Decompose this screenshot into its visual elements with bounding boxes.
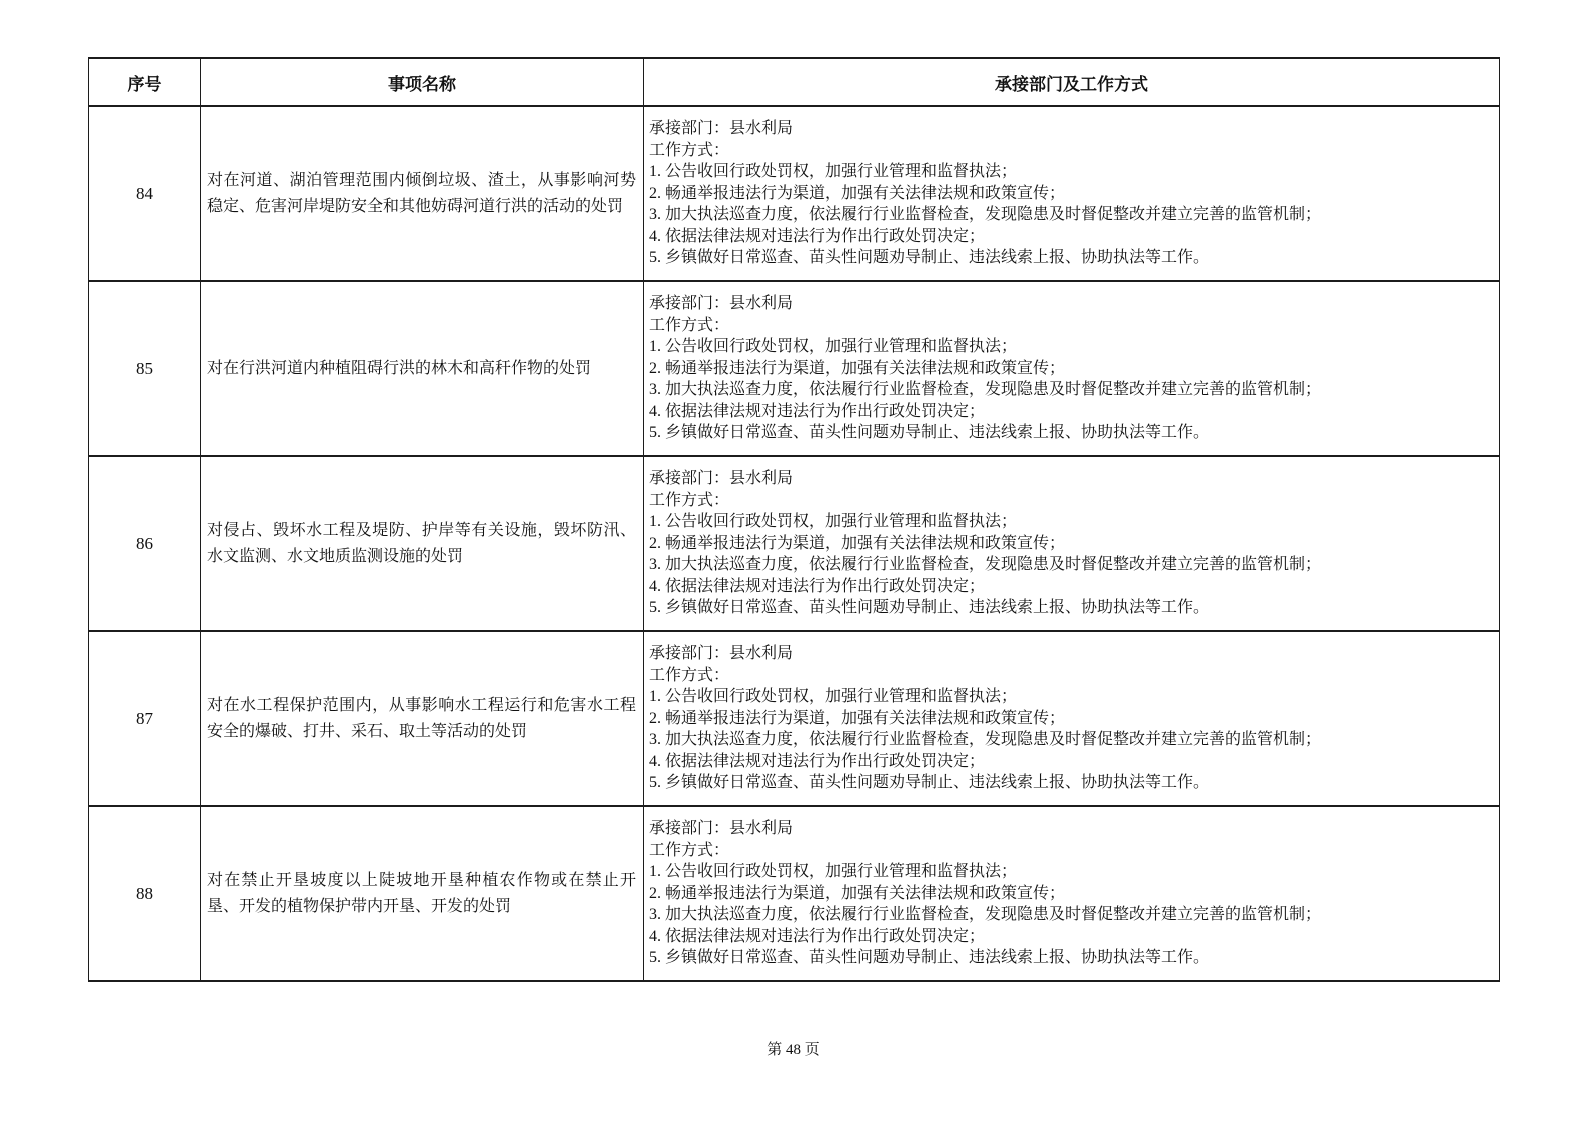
row-detail-cell bbox=[644, 631, 1500, 806]
detail-line: 4. 依据法律法规对违法行为作出行政处罚决定； bbox=[649, 927, 986, 945]
row-serial-number: 87 bbox=[89, 631, 201, 806]
detail-line: 承接部门：县水利局 bbox=[649, 820, 794, 838]
row-detail-cell bbox=[644, 106, 1500, 281]
detail-line: 1. 公告收回行政处罚权，加强行业管理和监督执法； bbox=[649, 863, 1018, 881]
row-serial-number: 84 bbox=[89, 106, 201, 281]
detail-line: 4. 依据法律法规对违法行为作出行政处罚决定； bbox=[649, 227, 986, 245]
detail-line: 3. 加大执法巡查力度，依法履行行业监督检查，发现隐患及时督促整改并建立完善的监管机制； bbox=[649, 731, 1322, 749]
detail-line: 2. 畅通举报违法行为渠道，加强有关法律法规和政策宣传； bbox=[649, 359, 1066, 377]
detail-line: 承接部门：县水利局 bbox=[649, 295, 794, 313]
detail-line: 1. 公告收回行政处罚权，加强行业管理和监督执法； bbox=[649, 163, 1018, 181]
detail-line: 3. 加大执法巡查力度，依法履行行业监督检查，发现隐患及时督促整改并建立完善的监管机制； bbox=[649, 381, 1322, 399]
row-item-name: 对侵占、毁坏水工程及堤防、护岸等有关设施，毁坏防汛、水文监测、水文地质监测设施的处罚 bbox=[201, 456, 644, 631]
table-header-row bbox=[89, 58, 1500, 106]
detail-line: 工作方式： bbox=[649, 141, 730, 159]
row-detail-cell bbox=[644, 806, 1500, 981]
detail-line: 4. 依据法律法规对违法行为作出行政处罚决定； bbox=[649, 752, 986, 770]
detail-line: 1. 公告收回行政处罚权，加强行业管理和监督执法； bbox=[649, 513, 1018, 531]
header-serial-number: 序号 bbox=[89, 58, 201, 106]
detail-line: 5. 乡镇做好日常巡查、苗头性问题劝导制止、违法线索上报、协助执法等工作。 bbox=[649, 599, 1210, 617]
detail-line: 工作方式： bbox=[649, 491, 730, 509]
detail-line: 2. 畅通举报违法行为渠道，加强有关法律法规和政策宣传； bbox=[649, 884, 1066, 902]
table-row bbox=[89, 106, 1500, 281]
detail-line: 2. 畅通举报违法行为渠道，加强有关法律法规和政策宣传； bbox=[649, 534, 1066, 552]
header-department-method: 承接部门及工作方式 bbox=[644, 58, 1500, 106]
detail-line: 承接部门：县水利局 bbox=[649, 120, 794, 138]
detail-line: 3. 加大执法巡查力度，依法履行行业监督检查，发现隐患及时督促整改并建立完善的监管机制； bbox=[649, 906, 1322, 924]
row-serial-number: 88 bbox=[89, 806, 201, 981]
detail-line: 5. 乡镇做好日常巡查、苗头性问题劝导制止、违法线索上报、协助执法等工作。 bbox=[649, 949, 1210, 967]
row-item-name: 对在水工程保护范围内，从事影响水工程运行和危害水工程安全的爆破、打井、采石、取土等活动的处罚 bbox=[201, 631, 644, 806]
detail-line: 3. 加大执法巡查力度，依法履行行业监督检查，发现隐患及时督促整改并建立完善的监管机制； bbox=[649, 206, 1322, 224]
row-detail-cell bbox=[644, 456, 1500, 631]
row-item-name: 对在河道、湖泊管理范围内倾倒垃圾、渣土，从事影响河势稳定、危害河岸堤防安全和其他妨碍河道行洪的活动的处罚 bbox=[201, 106, 644, 281]
items-table bbox=[88, 57, 1500, 982]
row-detail-cell bbox=[644, 281, 1500, 456]
detail-line: 1. 公告收回行政处罚权，加强行业管理和监督执法； bbox=[649, 338, 1018, 356]
table-row bbox=[89, 281, 1500, 456]
detail-line: 5. 乡镇做好日常巡查、苗头性问题劝导制止、违法线索上报、协助执法等工作。 bbox=[649, 774, 1210, 792]
detail-line: 工作方式： bbox=[649, 841, 730, 859]
table-row bbox=[89, 456, 1500, 631]
table-row bbox=[89, 806, 1500, 981]
detail-line: 1. 公告收回行政处罚权，加强行业管理和监督执法； bbox=[649, 688, 1018, 706]
row-item-name: 对在行洪河道内种植阻碍行洪的林木和高秆作物的处罚 bbox=[201, 281, 644, 456]
detail-line: 4. 依据法律法规对违法行为作出行政处罚决定； bbox=[649, 577, 986, 595]
row-item-name: 对在禁止开垦坡度以上陡坡地开垦种植农作物或在禁止开垦、开发的植物保护带内开垦、开发的处罚 bbox=[201, 806, 644, 981]
row-serial-number: 86 bbox=[89, 456, 201, 631]
detail-line: 2. 畅通举报违法行为渠道，加强有关法律法规和政策宣传； bbox=[649, 184, 1066, 202]
detail-line: 工作方式： bbox=[649, 316, 730, 334]
detail-line: 5. 乡镇做好日常巡查、苗头性问题劝导制止、违法线索上报、协助执法等工作。 bbox=[649, 424, 1210, 442]
detail-line: 3. 加大执法巡查力度，依法履行行业监督检查，发现隐患及时督促整改并建立完善的监管机制； bbox=[649, 556, 1322, 574]
detail-line: 承接部门：县水利局 bbox=[649, 645, 794, 663]
page-number: 第 48 页 bbox=[767, 1042, 820, 1058]
detail-line: 5. 乡镇做好日常巡查、苗头性问题劝导制止、违法线索上报、协助执法等工作。 bbox=[649, 249, 1210, 267]
header-item-name: 事项名称 bbox=[201, 58, 644, 106]
row-serial-number: 85 bbox=[89, 281, 201, 456]
table-row bbox=[89, 631, 1500, 806]
detail-line: 2. 畅通举报违法行为渠道，加强有关法律法规和政策宣传； bbox=[649, 709, 1066, 727]
detail-line: 工作方式： bbox=[649, 666, 730, 684]
detail-line: 4. 依据法律法规对违法行为作出行政处罚决定； bbox=[649, 402, 986, 420]
detail-line: 承接部门：县水利局 bbox=[649, 470, 794, 488]
